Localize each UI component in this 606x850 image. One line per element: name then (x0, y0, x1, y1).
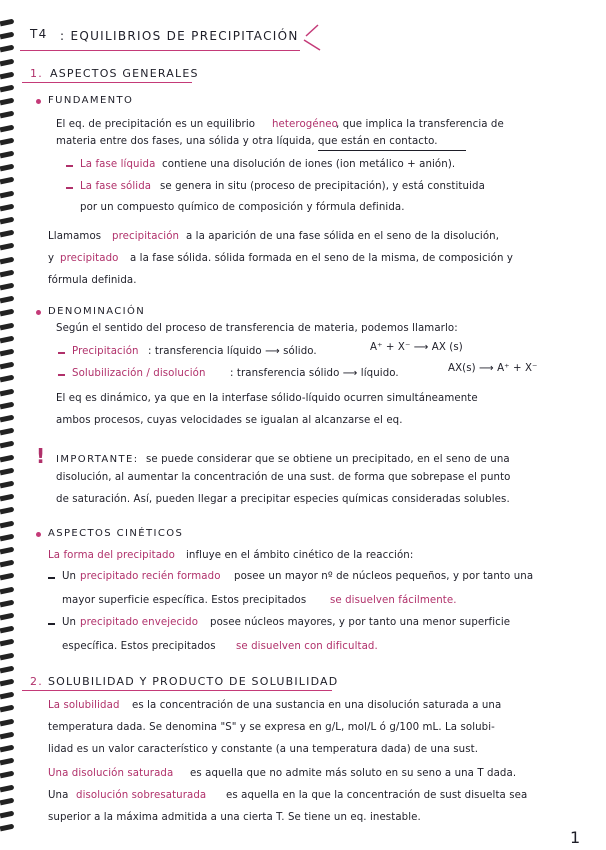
cin-b-line2: específica. Estos precipitados (62, 641, 216, 652)
binding-ring (0, 758, 14, 766)
solub-equation: AX(s) ⟶ A⁺ + X⁻ (448, 363, 538, 374)
binding-ring (0, 731, 14, 739)
sol-dash (66, 187, 73, 189)
binding-ring (0, 692, 14, 700)
binding-ring (0, 98, 14, 106)
prec-text: : transferencia líquido ⟶ sólido. (148, 346, 317, 357)
binding-ring (0, 415, 14, 423)
cin-a-pre: Un (62, 571, 77, 582)
binding-ring (0, 19, 14, 27)
fund-underline (318, 150, 466, 151)
p2-highlight-1: precipitación (112, 231, 180, 242)
binding-ring (0, 811, 14, 819)
s2-line1-highlight: La solubilidad (48, 700, 120, 711)
binding-ring (0, 296, 14, 304)
liq-highlight: La fase líquida (80, 159, 156, 170)
binding-ring (0, 547, 14, 555)
binding-ring (0, 217, 14, 225)
section-2-underline (22, 690, 332, 691)
s2-line5-highlight: disolución sobresaturada (76, 790, 207, 801)
binding-ring (0, 454, 14, 462)
p2-d: a la fase sólida. sólida formada en el seno de la misma, de composición y (130, 253, 513, 264)
s2-line1-text: es la concentración de una sustancia en una disolución saturada a una (132, 700, 502, 711)
cin-label: ASPECTOS CINÉTICOS (48, 528, 184, 539)
binding-ring (0, 256, 14, 264)
binding-ring (0, 85, 14, 93)
binding-ring (0, 797, 14, 805)
solub-dash (58, 374, 65, 376)
cin-a-text: posee un mayor nº de núcleos pequeños, y por tanto una (234, 571, 534, 582)
s2-line5-a: Una (48, 790, 69, 801)
sol-text: se genera in situ (proceso de precipitación), y está constituida (160, 181, 485, 192)
binding-ring (0, 164, 14, 172)
cin-b-pre: Un (62, 617, 77, 628)
prec-equation: A⁺ + X⁻ ⟶ AX (s) (370, 342, 463, 353)
binding-ring (0, 137, 14, 145)
binding-ring (0, 177, 14, 185)
page-number: 1 (570, 828, 581, 847)
prec-dash (58, 352, 65, 354)
important-line3: de saturación. Así, pueden llegar a precipitar especies químicas consideradas solubles. (56, 494, 510, 505)
binding-ring (0, 58, 14, 66)
binding-ring (0, 151, 14, 159)
den-label: DENOMINACIÓN (48, 306, 146, 317)
s2-line2: temperatura dada. Se denomina "S" y se expresa en g/L, mol/L ó g/100 mL. La solubi- (48, 722, 495, 733)
p2-c: y (48, 253, 55, 264)
prec-highlight: Precipitación (72, 346, 139, 357)
topic-number: T4 (30, 27, 48, 41)
cin-b-highlight: precipitado envejecido (80, 617, 199, 628)
den-p-line1: El eq es dinámico, ya que en la interfase sólido-líquido ocurren simultáneamente (56, 393, 478, 404)
s2-line6: superior a la máxima admitida a una cierta T. Se tiene un eq. inestable. (48, 812, 421, 823)
binding-ring (0, 467, 14, 475)
p2-b: a la aparición de una fase sólida en el seno de la disolución, (186, 231, 500, 242)
section-2-number: 2. (30, 675, 43, 688)
binding-ring (0, 190, 14, 198)
den-p-line2: ambos procesos, cuyas velocidades se igualan al alcanzarse el eq. (56, 415, 403, 426)
binding-ring (0, 560, 14, 568)
section-1-heading: ASPECTOS GENERALES (50, 67, 199, 80)
binding-ring (0, 573, 14, 581)
binding-ring (0, 718, 14, 726)
p2-highlight-2: precipitado (60, 253, 119, 264)
cin-b-line2-highlight: se disuelven con dificultad. (236, 641, 378, 652)
binding-ring (0, 71, 14, 79)
binding-ring (0, 626, 14, 634)
section-1-number: 1. (30, 67, 43, 80)
binding-ring (0, 401, 14, 409)
binding-ring (0, 824, 14, 832)
cin-intro-highlight: La forma del precipitado (48, 550, 175, 561)
binding-ring (0, 705, 14, 713)
binding-ring (0, 335, 14, 343)
sol-highlight: La fase sólida (80, 181, 152, 192)
liq-text: contiene una disolución de iones (ion metálico + anión). (162, 159, 456, 170)
title-underline (20, 50, 300, 51)
fund-p1-b: , que implica la transferencia de (336, 119, 504, 130)
cin-intro-text: influye en el ámbito cinético de la reacción: (186, 550, 414, 561)
binding-ring (0, 639, 14, 647)
binding-ring (0, 613, 14, 621)
binding-ring (0, 481, 14, 489)
binding-ring (0, 441, 14, 449)
important-line2: disolución, al aumentar la concentración de una sust. de forma que sobrepase el punto (56, 472, 511, 483)
fund-p1-highlight: heterogéneo (272, 119, 338, 130)
s2-line4-text: es aquella que no admite más soluto en su seno a una T dada. (190, 768, 517, 779)
cin-a-line2: mayor superficie específica. Estos precipitados (62, 595, 307, 606)
section-2-heading: SOLUBILIDAD Y PRODUCTO DE SOLUBILIDAD (48, 675, 339, 688)
fund-label: FUNDAMENTO (48, 95, 134, 106)
cin-bullet (36, 532, 41, 537)
page-title: : EQUILIBRIOS DE PRECIPITACIÓN (60, 29, 299, 43)
binding-ring (0, 124, 14, 132)
binding-ring (0, 269, 14, 277)
binding-ring (0, 428, 14, 436)
binding-ring (0, 784, 14, 792)
den-bullet (36, 310, 41, 315)
binding-ring (0, 599, 14, 607)
solub-text: : transferencia sólido ⟶ líquido. (230, 368, 399, 379)
s2-line4-highlight: Una disolución saturada (48, 768, 174, 779)
binding-ring (0, 520, 14, 528)
title-bracket-icon (298, 22, 324, 54)
binding-ring (0, 230, 14, 238)
p2-line3: fórmula definida. (48, 275, 137, 286)
binding-ring (0, 745, 14, 753)
den-intro: Según el sentido del proceso de transferencia de materia, podemos llamarlo: (56, 323, 458, 334)
binding-ring (0, 533, 14, 541)
binding-ring (0, 586, 14, 594)
s2-line5-text: es aquella en la que la concentración de sust disuelta sea (226, 790, 528, 801)
cin-a-dash (48, 577, 55, 579)
binding-ring (0, 111, 14, 119)
binding-ring (0, 665, 14, 673)
fund-p1-line2: materia entre dos fases, una sólida y otra líquida, que están en contacto. (56, 136, 438, 147)
important-mark: ! (36, 444, 46, 468)
s2-line3: lidad es un valor característico y constante (a una temperatura dada) de una sust. (48, 744, 479, 755)
binding-ring (0, 507, 14, 515)
binding-ring (0, 771, 14, 779)
binding-ring (0, 652, 14, 660)
important-line1: se puede considerar que se obtiene un precipitado, en el seno de una (146, 454, 510, 465)
binding-ring (0, 322, 14, 330)
section-1-underline (22, 82, 192, 83)
cin-b-text: posee núcleos mayores, y por tanto una menor superficie (210, 617, 511, 628)
binding-ring (0, 494, 14, 502)
binding-ring (0, 45, 14, 53)
binding-ring (0, 388, 14, 396)
binding-ring (0, 203, 14, 211)
cin-a-line2-highlight: se disuelven fácilmente. (330, 595, 457, 606)
binding-ring (0, 375, 14, 383)
binding-ring (0, 243, 14, 251)
cin-a-highlight: precipitado recién formado (80, 571, 221, 582)
spiral-binding (0, 20, 20, 850)
fund-p1-a: El eq. de precipitación es un equilibrio (56, 119, 256, 130)
binding-ring (0, 679, 14, 687)
binding-ring (0, 309, 14, 317)
cin-b-dash (48, 623, 55, 625)
sol-line2: por un compuesto químico de composición y fórmula definida. (80, 202, 405, 213)
binding-ring (0, 349, 14, 357)
important-label: IMPORTANTE: (56, 454, 139, 465)
binding-ring (0, 283, 14, 291)
fund-bullet (36, 99, 41, 104)
binding-ring (0, 32, 14, 40)
liq-dash (66, 165, 73, 167)
p2-a: Llamamos (48, 231, 102, 242)
binding-ring (0, 362, 14, 370)
solub-highlight: Solubilización / disolución (72, 368, 206, 379)
